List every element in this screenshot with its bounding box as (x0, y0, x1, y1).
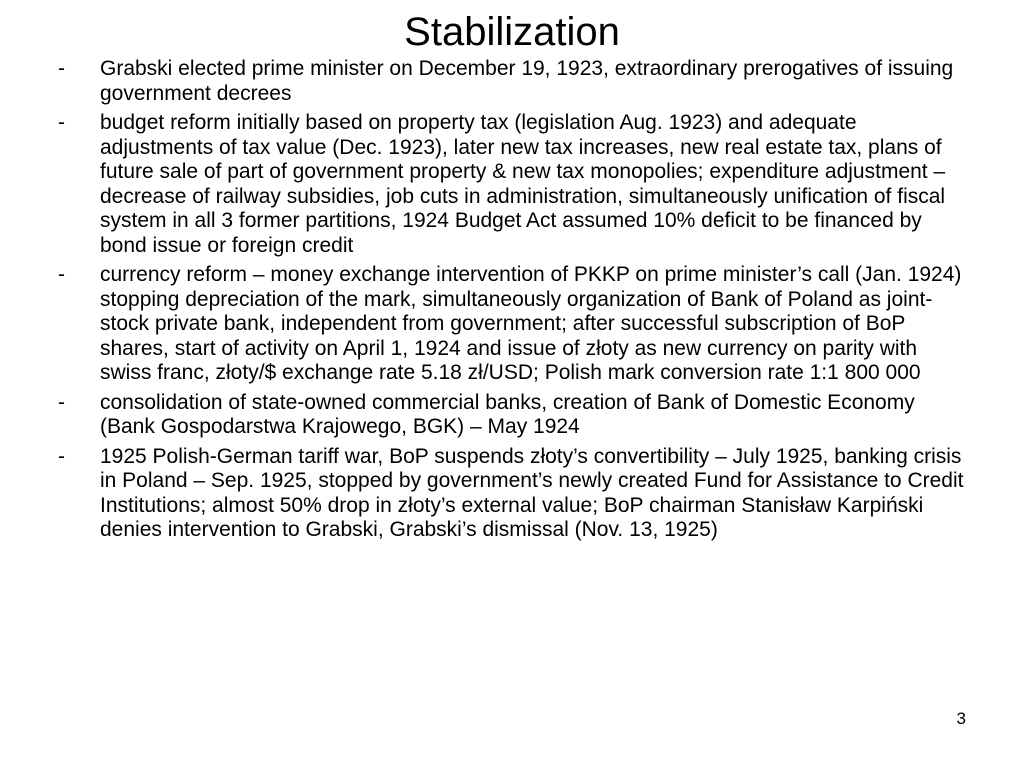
bullet-text: consolidation of state-owned commercial banks, creation of Bank of Domestic Economy (Bank Gospodarstwa Krajowego, BGK) – May 1924 (100, 390, 915, 438)
bullet-text: budget reform initially based on property tax (legislation Aug. 1923) and adequate adjustments of tax value (Dec. 1923), later new tax increases, new real estate tax, plans of future sale of part of government property & new tax monopolies; expenditure adjustment – decrease of railway subsidies, job cuts in administration, simultaneously unification of fiscal system in all 3 former partitions, 1924 Budget Act assumed 10% deficit to be financed by bond issue or foreign credit (100, 111, 946, 257)
bullet-marker: - (58, 111, 65, 134)
bullet-item (58, 263, 973, 386)
page-number: 3 (956, 709, 966, 728)
bullet-item (58, 57, 973, 106)
bullet-item (58, 391, 973, 440)
bullet-marker: - (58, 444, 65, 468)
bullet-text: 1925 Polish-German tariff war, BoP suspends złoty’s convertibility – July 1925, banking crisis in Poland – Sep. 1925, stopped by government’s newly created Fund for Assistance to Credit Institutions; almost 50% drop in złoty’s external value; BoP chairman Stanisław Karpiński denies intervention to Grabski, Grabski’s dismissal (Nov. 13, 1925) (100, 444, 964, 541)
slide-title: Stabilization (404, 10, 620, 54)
bullet-text: Grabski elected prime minister on December 19, 1923, extraordinary prerogatives of issuing government decrees (100, 57, 954, 105)
bullet-text: currency reform – money exchange intervention of PKKP on prime minister’s call (Jan. 1924) stopping depreciation of the mark, simultaneously organization of Bank of Poland as joint-stock private bank, independent from government; after successful subscription of BoP shares, start of activity on April 1, 1924 and issue of złoty as new currency on parity with swiss franc, złoty/$ exchange rate 5.18 zł/USD; Polish mark conversion rate 1:1 800 000 (100, 263, 962, 384)
bullet-list (58, 57, 973, 548)
bullet-item (58, 111, 973, 258)
bullet-item (58, 445, 973, 543)
bullet-marker: - (58, 263, 65, 286)
bullet-marker: - (58, 57, 65, 80)
bullet-marker: - (58, 390, 65, 414)
